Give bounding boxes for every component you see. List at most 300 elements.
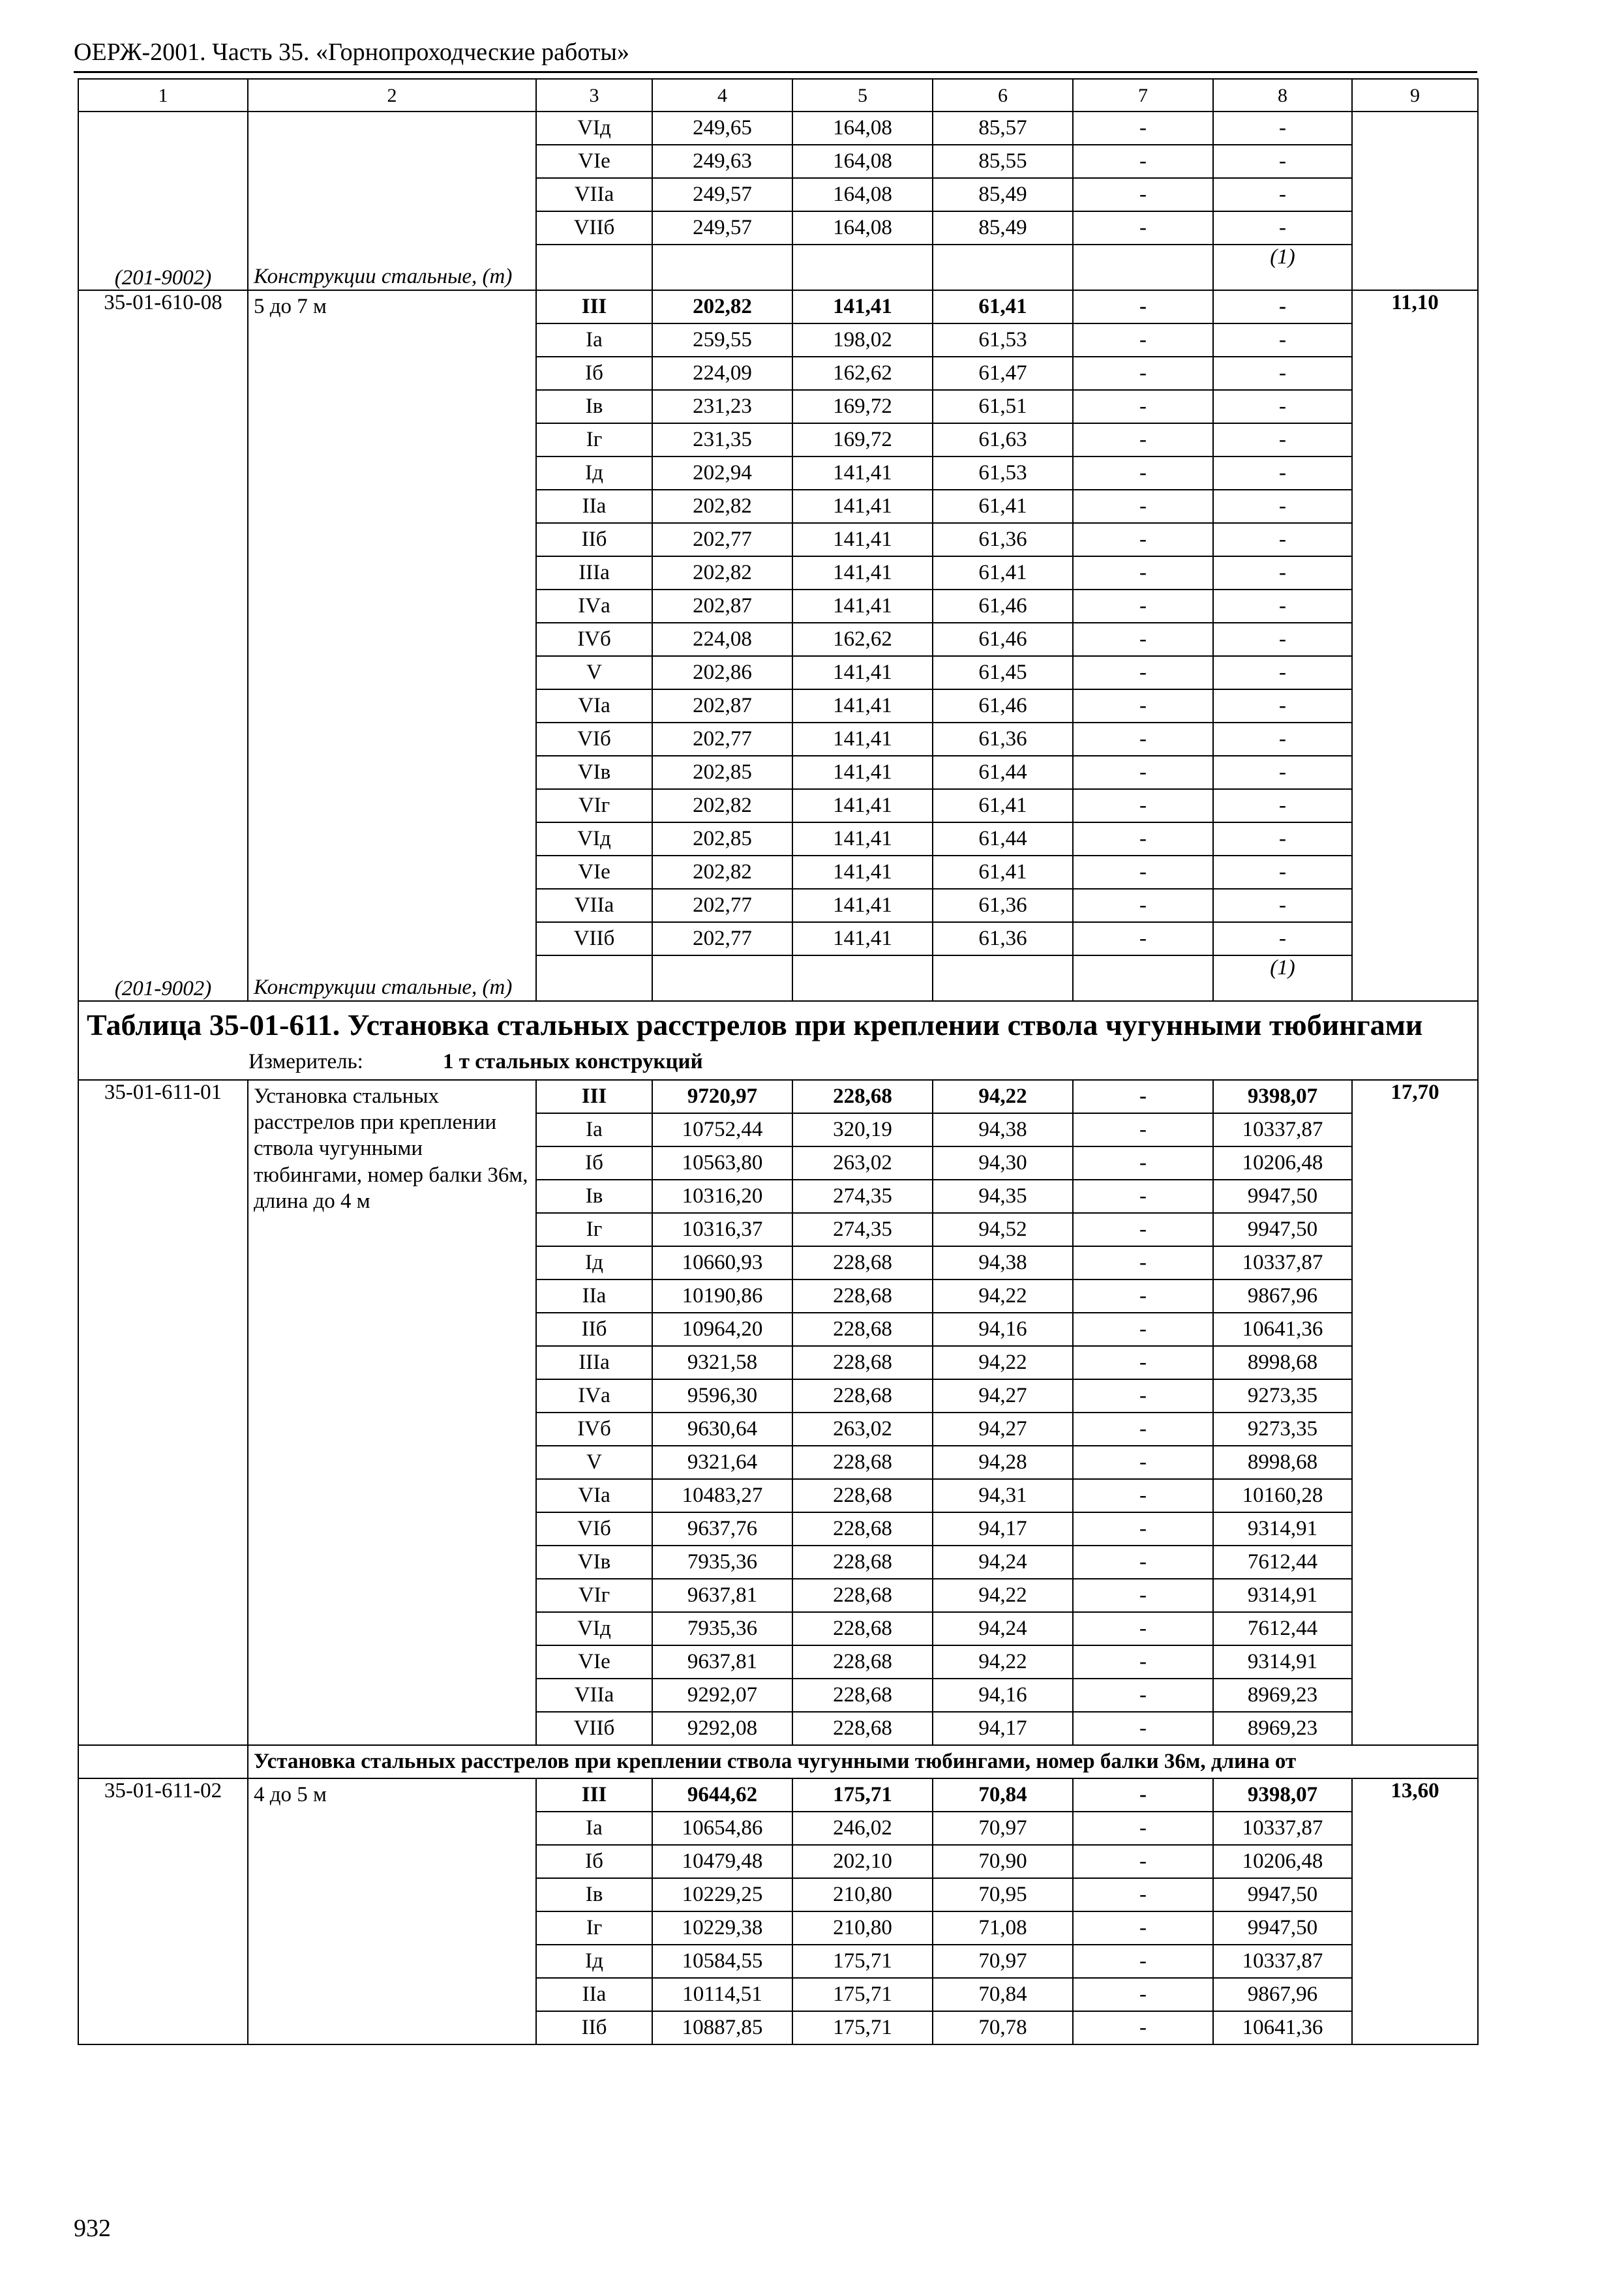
measure-line <box>84 1043 1472 1079</box>
value-cell: - <box>1073 1546 1213 1579</box>
column-number: 1 <box>78 79 248 112</box>
zone-cell: III <box>536 1778 652 1812</box>
value-cell: - <box>1073 1812 1213 1845</box>
value-cell: 61,36 <box>933 922 1073 955</box>
value-cell: 61,41 <box>933 856 1073 889</box>
value-cell: 61,44 <box>933 756 1073 789</box>
value-cell: 202,82 <box>652 856 792 889</box>
value-cell: 8998,68 <box>1213 1346 1352 1379</box>
value-cell: - <box>1073 145 1213 178</box>
value-cell: 169,72 <box>792 390 933 423</box>
value-cell: - <box>1073 1446 1213 1479</box>
zone-cell: III <box>536 290 652 323</box>
zone-cell: VIг <box>536 789 652 822</box>
value-cell: 10752,44 <box>652 1113 792 1146</box>
zone-cell: VIб <box>536 1512 652 1546</box>
value-cell: 10337,87 <box>1213 1812 1352 1845</box>
value-cell: 202,86 <box>652 656 792 689</box>
value-cell: 9273,35 <box>1213 1413 1352 1446</box>
value-cell: 85,49 <box>933 211 1073 245</box>
value-cell: 94,16 <box>933 1313 1073 1346</box>
value-cell: 61,46 <box>933 689 1073 723</box>
zone-cell: VIIа <box>536 1679 652 1712</box>
value-cell: 61,41 <box>933 789 1073 822</box>
value-cell: 141,41 <box>792 723 933 756</box>
value-cell: 7935,36 <box>652 1546 792 1579</box>
value-cell: 10337,87 <box>1213 1113 1352 1146</box>
value-cell: 9947,50 <box>1213 1911 1352 1945</box>
value-cell: 249,57 <box>652 211 792 245</box>
resource-name: Конструкции стальные, (т) <box>254 975 513 999</box>
value-cell <box>933 245 1073 290</box>
value-cell: 70,90 <box>933 1845 1073 1878</box>
value-cell: 202,87 <box>652 590 792 623</box>
zone-cell: VIв <box>536 1546 652 1579</box>
zone-cell: Iг <box>536 1911 652 1945</box>
value-cell: - <box>1213 723 1352 756</box>
zone-cell: IVб <box>536 1413 652 1446</box>
value-cell: 141,41 <box>792 290 933 323</box>
value-cell: 169,72 <box>792 423 933 456</box>
description-cell <box>248 112 536 290</box>
value-cell: - <box>1213 656 1352 689</box>
value-cell: 231,35 <box>652 423 792 456</box>
column-number-row <box>78 79 1478 112</box>
value-cell: 94,28 <box>933 1446 1073 1479</box>
description-cell <box>248 290 536 1001</box>
value-cell: 228,68 <box>792 1080 933 1113</box>
table-title: Таблица 35-01-611. Установка стальных расстрелов при креплении ствола чугунными тюбингами <box>87 1008 1423 1041</box>
value-cell: - <box>1073 656 1213 689</box>
value-cell: 94,35 <box>933 1180 1073 1213</box>
value-cell: 228,68 <box>792 1712 933 1745</box>
value-cell: - <box>1213 756 1352 789</box>
value-cell: - <box>1073 556 1213 590</box>
value-cell: - <box>1213 889 1352 922</box>
zone-cell: IIа <box>536 490 652 523</box>
value-cell: 10316,20 <box>652 1180 792 1213</box>
value-cell: 141,41 <box>792 456 933 490</box>
value-cell: - <box>1073 1146 1213 1180</box>
value-cell: 9321,64 <box>652 1446 792 1479</box>
value-cell: 263,02 <box>792 1146 933 1180</box>
column-number: 5 <box>792 79 933 112</box>
value-cell: 202,82 <box>652 490 792 523</box>
value-cell: 164,08 <box>792 211 933 245</box>
value-cell: 94,30 <box>933 1146 1073 1180</box>
code-cell <box>78 1745 248 1778</box>
group-heading-row <box>78 1745 1478 1778</box>
value-cell <box>1073 245 1213 290</box>
value-cell: - <box>1073 922 1213 955</box>
value-cell: 175,71 <box>792 1978 933 2011</box>
zone-cell: IIIа <box>536 556 652 590</box>
value-cell: 228,68 <box>792 1479 933 1512</box>
value-cell: 9947,50 <box>1213 1180 1352 1213</box>
value-cell: - <box>1073 1180 1213 1213</box>
value-cell: 61,63 <box>933 423 1073 456</box>
value-cell: 7935,36 <box>652 1612 792 1645</box>
table-row <box>78 1080 1478 1113</box>
value-cell: - <box>1073 323 1213 357</box>
value-cell: 94,24 <box>933 1546 1073 1579</box>
value-cell: 228,68 <box>792 1645 933 1679</box>
value-cell: 9398,07 <box>1213 1080 1352 1113</box>
zone-cell: VIе <box>536 856 652 889</box>
value-cell: - <box>1073 789 1213 822</box>
group-heading: Установка стальных расстрелов при креплении ствола чугунными тюбингами, номер балки 36м, длина от <box>248 1745 1478 1778</box>
value-cell: 85,57 <box>933 112 1073 145</box>
value-cell: 228,68 <box>792 1313 933 1346</box>
value-cell: 61,46 <box>933 623 1073 656</box>
rate-description: Установка стальных расстрелов при креплении ствола чугунными тюбингами, номер балки 36м, длина до 4 м <box>254 1084 528 1213</box>
value-cell: 228,68 <box>792 1579 933 1612</box>
value-cell: 94,38 <box>933 1113 1073 1146</box>
zone-cell: VIа <box>536 689 652 723</box>
value-cell: 9637,81 <box>652 1579 792 1612</box>
rate-description: 5 до 7 м <box>254 295 327 318</box>
value-cell <box>536 955 652 1001</box>
value-cell: 175,71 <box>792 1945 933 1978</box>
zone-cell: Iа <box>536 1113 652 1146</box>
value-cell: 249,57 <box>652 178 792 211</box>
value-cell: 162,62 <box>792 357 933 390</box>
zone-cell: VIIб <box>536 1712 652 1745</box>
value-cell: - <box>1073 689 1213 723</box>
table-row <box>78 112 1478 145</box>
value-cell: 61,41 <box>933 556 1073 590</box>
zone-cell: V <box>536 1446 652 1479</box>
value-cell: 70,97 <box>933 1945 1073 1978</box>
value-cell: - <box>1213 456 1352 490</box>
value-cell: - <box>1213 211 1352 245</box>
table-title-cell <box>78 1001 1478 1080</box>
value-cell: 141,41 <box>792 689 933 723</box>
description-cell <box>248 1080 536 1745</box>
value-cell: 228,68 <box>792 1446 933 1479</box>
zone-cell: IIб <box>536 1313 652 1346</box>
value-cell: - <box>1073 2011 1213 2044</box>
value-cell: 10641,36 <box>1213 2011 1352 2044</box>
zone-cell: VIIа <box>536 889 652 922</box>
value-cell: 141,41 <box>792 523 933 556</box>
value-cell: 61,36 <box>933 523 1073 556</box>
value-cell: - <box>1073 1080 1213 1113</box>
value-cell: 61,36 <box>933 889 1073 922</box>
value-cell: - <box>1073 723 1213 756</box>
value-cell: - <box>1073 1512 1213 1546</box>
value-cell: 8969,23 <box>1213 1712 1352 1745</box>
value-cell: 9947,50 <box>1213 1878 1352 1911</box>
rate-code: 35-01-611-02 <box>78 1778 248 2044</box>
value-cell: 246,02 <box>792 1812 933 1845</box>
value-cell: 10337,87 <box>1213 1246 1352 1279</box>
value-cell: 231,23 <box>652 390 792 423</box>
value-cell: 9630,64 <box>652 1413 792 1446</box>
value-cell: - <box>1073 1313 1213 1346</box>
value-cell: - <box>1073 1978 1213 2011</box>
value-cell: - <box>1213 822 1352 856</box>
value-cell: 141,41 <box>792 922 933 955</box>
column-number: 4 <box>652 79 792 112</box>
zone-cell: Iд <box>536 1246 652 1279</box>
value-cell: 94,24 <box>933 1612 1073 1645</box>
column-number: 6 <box>933 79 1073 112</box>
value-cell: 164,08 <box>792 112 933 145</box>
value-cell: 141,41 <box>792 656 933 689</box>
value-cell: - <box>1073 523 1213 556</box>
value-cell: 228,68 <box>792 1379 933 1413</box>
value-cell: 10641,36 <box>1213 1313 1352 1346</box>
value-cell: 9292,07 <box>652 1679 792 1712</box>
value-cell: 9273,35 <box>1213 1379 1352 1413</box>
value-cell: 61,46 <box>933 590 1073 623</box>
value-cell: 94,22 <box>933 1645 1073 1679</box>
value-cell: 94,17 <box>933 1712 1073 1745</box>
value-cell: - <box>1213 423 1352 456</box>
zone-cell: Iг <box>536 1213 652 1246</box>
value-cell: 202,85 <box>652 756 792 789</box>
value-cell: 249,63 <box>652 145 792 178</box>
note-qty: (1) <box>1213 245 1352 290</box>
value-cell: 10114,51 <box>652 1978 792 2011</box>
column-number: 2 <box>248 79 536 112</box>
value-cell: - <box>1073 290 1213 323</box>
value-cell: 61,41 <box>933 490 1073 523</box>
code-cell <box>78 290 248 1001</box>
column-number: 3 <box>536 79 652 112</box>
value-cell: - <box>1073 822 1213 856</box>
zone-cell: VIб <box>536 723 652 756</box>
value-cell: 9720,97 <box>652 1080 792 1113</box>
zone-cell: Iб <box>536 1146 652 1180</box>
value-cell: 141,41 <box>792 789 933 822</box>
value-cell: 210,80 <box>792 1878 933 1911</box>
value-cell: 7612,44 <box>1213 1612 1352 1645</box>
resource-code: (201-9002) <box>114 265 212 290</box>
value-cell: 61,53 <box>933 456 1073 490</box>
value-cell: - <box>1073 1645 1213 1679</box>
value-cell: 202,77 <box>652 723 792 756</box>
value-cell: - <box>1073 1612 1213 1645</box>
value-cell: - <box>1073 889 1213 922</box>
value-cell: 228,68 <box>792 1546 933 1579</box>
value-cell: 8969,23 <box>1213 1679 1352 1712</box>
value-cell: - <box>1073 211 1213 245</box>
value-cell: 9321,58 <box>652 1346 792 1379</box>
rate-description: 4 до 5 м <box>254 1782 327 1806</box>
zone-cell: Iа <box>536 323 652 357</box>
code-block <box>82 291 245 1000</box>
description-block <box>254 291 530 1000</box>
value-cell: 9314,91 <box>1213 1512 1352 1546</box>
value-cell: 94,52 <box>933 1213 1073 1246</box>
zone-cell: Iд <box>536 456 652 490</box>
value-cell: - <box>1073 390 1213 423</box>
value-cell: 94,22 <box>933 1279 1073 1313</box>
value-cell <box>1073 955 1213 1001</box>
value-cell: - <box>1213 856 1352 889</box>
column-number: 9 <box>1352 79 1478 112</box>
value-cell: 7612,44 <box>1213 1546 1352 1579</box>
value-cell: 10229,38 <box>652 1911 792 1945</box>
value-cell: - <box>1213 689 1352 723</box>
value-cell: 141,41 <box>792 590 933 623</box>
zone-cell: IVб <box>536 623 652 656</box>
value-cell: - <box>1073 423 1213 456</box>
table-title-row <box>78 1001 1478 1080</box>
description-cell <box>248 1778 536 2044</box>
value-cell: 10584,55 <box>652 1945 792 1978</box>
value-cell <box>652 245 792 290</box>
value-cell: 164,08 <box>792 145 933 178</box>
value-cell: - <box>1073 1213 1213 1246</box>
value-cell: 9644,62 <box>652 1778 792 1812</box>
zone-cell: VIд <box>536 1612 652 1645</box>
zone-cell: VIIа <box>536 178 652 211</box>
value-cell: 61,51 <box>933 390 1073 423</box>
value-cell: 94,38 <box>933 1246 1073 1279</box>
value-cell: - <box>1073 1679 1213 1712</box>
zone-cell: VIе <box>536 145 652 178</box>
value-cell: 9867,96 <box>1213 1279 1352 1313</box>
value-cell: 202,10 <box>792 1845 933 1878</box>
zone-cell: VIв <box>536 756 652 789</box>
value-cell: - <box>1073 1113 1213 1146</box>
value-cell: 141,41 <box>792 556 933 590</box>
resource-code: (201-9002) <box>114 976 212 1000</box>
zone-cell: Iв <box>536 1180 652 1213</box>
page-number: 932 <box>74 2215 111 2242</box>
value-cell: 202,82 <box>652 290 792 323</box>
value-cell: 228,68 <box>792 1612 933 1645</box>
value-cell: - <box>1073 756 1213 789</box>
value-cell: - <box>1213 789 1352 822</box>
value-cell: 9867,96 <box>1213 1978 1352 2011</box>
value-cell: 202,87 <box>652 689 792 723</box>
zone-cell: III <box>536 1080 652 1113</box>
value-cell: - <box>1213 590 1352 623</box>
value-cell: 10337,87 <box>1213 1945 1352 1978</box>
value-cell: - <box>1073 490 1213 523</box>
value-cell: - <box>1213 922 1352 955</box>
value-cell: 70,84 <box>933 1978 1073 2011</box>
value-cell: 10190,86 <box>652 1279 792 1313</box>
value-cell: 198,02 <box>792 323 933 357</box>
value-cell: - <box>1073 1845 1213 1878</box>
zone-cell: Iб <box>536 357 652 390</box>
value-cell: 175,71 <box>792 1778 933 1812</box>
value-cell: 141,41 <box>792 856 933 889</box>
value-cell: 263,02 <box>792 1413 933 1446</box>
value-cell: 85,49 <box>933 178 1073 211</box>
value-cell: - <box>1073 178 1213 211</box>
value-cell: 10160,28 <box>1213 1479 1352 1512</box>
zone-cell: IIб <box>536 2011 652 2044</box>
zone-cell: Iв <box>536 390 652 423</box>
value-cell: - <box>1073 456 1213 490</box>
value-cell: 162,62 <box>792 623 933 656</box>
value-cell: 70,97 <box>933 1812 1073 1845</box>
zone-cell: Iб <box>536 1845 652 1878</box>
zone-cell: IIб <box>536 523 652 556</box>
value-cell <box>652 955 792 1001</box>
value-cell: 9292,08 <box>652 1712 792 1745</box>
zone-cell: VIд <box>536 112 652 145</box>
value-cell: - <box>1073 590 1213 623</box>
value-cell: 274,35 <box>792 1180 933 1213</box>
zone-cell: Iа <box>536 1812 652 1845</box>
value-cell: - <box>1213 623 1352 656</box>
value-cell: - <box>1073 1346 1213 1379</box>
value-cell: - <box>1073 112 1213 145</box>
rate-code: 35-01-611-01 <box>78 1080 248 1745</box>
value-cell: - <box>1073 1945 1213 1978</box>
value-cell: 61,47 <box>933 357 1073 390</box>
value-cell: 10483,27 <box>652 1479 792 1512</box>
value-cell: - <box>1073 1379 1213 1413</box>
zone-cell: IIа <box>536 1978 652 2011</box>
value-cell: 141,41 <box>792 889 933 922</box>
value-cell: - <box>1213 357 1352 390</box>
value-cell: 10316,37 <box>652 1213 792 1246</box>
code-cell <box>78 112 248 290</box>
value-cell: 175,71 <box>792 2011 933 2044</box>
value-cell: 228,68 <box>792 1246 933 1279</box>
value-cell: - <box>1213 523 1352 556</box>
value-cell: 224,08 <box>652 623 792 656</box>
value-cell: - <box>1073 856 1213 889</box>
value-cell: - <box>1213 112 1352 145</box>
value-cell: 94,17 <box>933 1512 1073 1546</box>
zone-cell: IVа <box>536 590 652 623</box>
value-cell: 10654,86 <box>652 1812 792 1845</box>
value-cell: 228,68 <box>792 1346 933 1379</box>
value-cell: 61,45 <box>933 656 1073 689</box>
value-cell: 320,19 <box>792 1113 933 1146</box>
value-cell: 10660,93 <box>652 1246 792 1279</box>
value-cell <box>933 955 1073 1001</box>
zone-cell: Iв <box>536 1878 652 1911</box>
labour-cell: 17,70 <box>1352 1080 1478 1745</box>
value-cell: 94,27 <box>933 1379 1073 1413</box>
value-cell: 228,68 <box>792 1679 933 1712</box>
value-cell: 70,95 <box>933 1878 1073 1911</box>
value-cell: 10206,48 <box>1213 1146 1352 1180</box>
value-cell: - <box>1073 1479 1213 1512</box>
zone-cell: IVа <box>536 1379 652 1413</box>
value-cell: - <box>1073 1911 1213 1945</box>
note-qty: (1) <box>1213 955 1352 1001</box>
value-cell: 61,36 <box>933 723 1073 756</box>
value-cell: 61,53 <box>933 323 1073 357</box>
value-cell: 70,78 <box>933 2011 1073 2044</box>
value-cell: 9637,81 <box>652 1645 792 1679</box>
value-cell: 94,22 <box>933 1579 1073 1612</box>
value-cell: - <box>1073 1246 1213 1279</box>
value-cell: 202,85 <box>652 822 792 856</box>
running-header: ОЕРЖ-2001. Часть 35. «Горнопроходческие работы» <box>74 38 629 66</box>
rate-code: 35-01-610-08 <box>104 291 222 314</box>
value-cell: - <box>1073 1579 1213 1612</box>
value-cell: 249,65 <box>652 112 792 145</box>
value-cell: 141,41 <box>792 490 933 523</box>
value-cell <box>792 955 933 1001</box>
value-cell: - <box>1213 490 1352 523</box>
header-rule <box>74 71 1477 73</box>
value-cell: 202,77 <box>652 523 792 556</box>
value-cell: 94,22 <box>933 1346 1073 1379</box>
